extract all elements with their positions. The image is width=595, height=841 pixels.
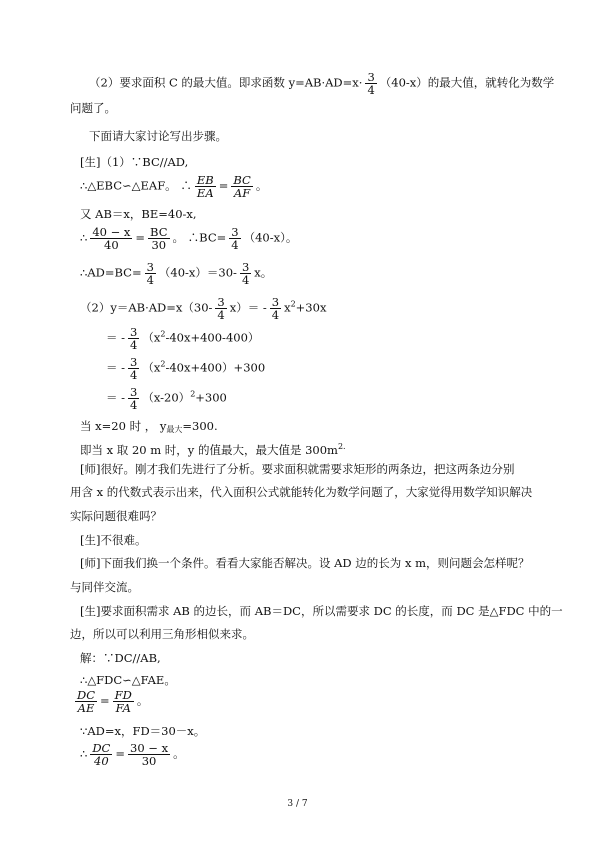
numerator: 3	[146, 260, 154, 274]
text: ∴	[80, 230, 88, 245]
numerator: DC	[77, 688, 96, 702]
fraction	[128, 742, 170, 767]
numerator: 40 − x	[92, 225, 131, 239]
para-line: [师]很好。刚才我们先进行了分析。要求面积就需要求矩形的两条边，把这两条边分别	[80, 462, 515, 476]
para-line: 与同伴交流。	[70, 580, 139, 594]
denominator: 30	[151, 238, 167, 252]
denominator: 4	[130, 368, 138, 382]
para-line: 边，所以可以利用三角形相似来求。	[70, 627, 254, 641]
text: 。 ∴BC=	[172, 230, 227, 245]
subscript: 最大	[166, 425, 183, 434]
equation-line	[72, 689, 148, 714]
text: ∴△EBC∽△EAF。 ∴	[80, 178, 192, 193]
text: ∴AD=BC=	[80, 265, 142, 280]
denominator: 40	[94, 754, 109, 768]
equation-line	[106, 386, 227, 411]
numerator: 3	[130, 355, 138, 369]
text: （x	[142, 360, 161, 375]
denominator: 4	[231, 238, 239, 252]
numerator: DC	[92, 741, 111, 755]
fraction	[128, 356, 139, 381]
denominator: 30	[141, 754, 157, 768]
text: -40x+400-400）	[165, 330, 260, 345]
text: x）＝ -	[229, 300, 267, 315]
equals: =	[115, 746, 125, 761]
numerator: 30 − x	[130, 741, 169, 755]
text: +30x	[295, 300, 327, 315]
equals: =	[100, 693, 110, 708]
para-line: ∴△FDC∽△FAE。	[80, 673, 176, 687]
numerator: 3	[130, 385, 138, 399]
para-line: 又 AB＝x，BE=40-x,	[80, 207, 197, 221]
text: （x	[142, 330, 161, 345]
numerator: FD	[114, 688, 132, 702]
denominator: 4	[241, 273, 250, 287]
equals: =	[218, 178, 229, 193]
para-line: [生]要求面积需求 AB 的边长，而 AB＝DC，所以需要求 DC 的长度，而 DC 是△FDC 中的一	[80, 604, 563, 618]
text: （2）要求面积 C 的最大值。即求函数 y=AB·AD=x·	[89, 75, 363, 90]
fraction	[145, 261, 156, 286]
numerator: 3	[271, 295, 280, 309]
exponent: 2.	[337, 442, 346, 451]
para-line: 实际问题很难吗？	[70, 509, 162, 523]
numerator: BC	[233, 173, 251, 187]
fraction	[270, 296, 281, 321]
equation-line	[80, 742, 185, 767]
equation-line	[106, 356, 265, 381]
fraction-dc-ae	[75, 689, 97, 714]
text: x。	[254, 265, 273, 280]
denominator: FA	[115, 701, 131, 715]
equation-line	[106, 326, 259, 351]
text: 即当 x 取 20 m 时，y 的值最大，最大值是 300m	[80, 443, 338, 457]
equals: =	[135, 230, 146, 245]
para-line: 问题了。	[70, 101, 116, 115]
exponent: 2	[190, 389, 196, 399]
fraction	[215, 296, 226, 321]
text: ＝ -	[106, 390, 126, 405]
similar-triangles-line	[80, 174, 267, 199]
fraction	[229, 226, 240, 251]
text: +300	[195, 390, 227, 405]
numerator: EB	[196, 173, 214, 187]
para-line: [生]（1）∵BC//AD,	[80, 155, 189, 169]
text: ∴	[80, 746, 88, 761]
text: （40-x）的最大值，就转化为数学	[379, 75, 555, 90]
text: （x-20）	[142, 390, 191, 405]
denominator: 4	[367, 83, 375, 97]
text: -40x+400）+300	[165, 360, 266, 375]
denominator: 4	[217, 308, 225, 322]
fraction	[90, 226, 132, 251]
result-line	[80, 419, 218, 437]
text: 当 x=20 时 ， y	[80, 419, 167, 433]
para-line: [生]不很难。	[80, 533, 147, 547]
para-line: ∵AD=x，FD＝30－x。	[80, 724, 206, 738]
numerator: BC	[150, 225, 168, 239]
numerator: 3	[130, 325, 138, 339]
denominator: 4	[130, 398, 138, 412]
fraction-eb-ea	[195, 174, 216, 199]
text: x	[284, 300, 291, 315]
result-line	[80, 440, 346, 457]
denominator: AE	[77, 701, 95, 715]
fraction-3-4	[365, 71, 376, 96]
text: ＝ -	[106, 330, 126, 345]
equation-line	[80, 296, 326, 321]
para-line: [师]下面我们换一个条件。看看大家能否解决。设 AD 边的长为 x m，则问题会怎样呢？	[80, 556, 530, 570]
denominator: EA	[196, 186, 214, 200]
fraction-dc-40	[90, 742, 112, 767]
equation-line	[80, 261, 272, 286]
text: 。	[255, 178, 268, 193]
para-line: 下面请大家讨论写出步骤。	[89, 129, 227, 143]
text: 。	[136, 693, 149, 708]
numerator: 3	[231, 225, 239, 239]
denominator: 4	[146, 273, 154, 287]
fraction	[128, 326, 139, 351]
denominator: 4	[271, 308, 280, 322]
numerator: 3	[241, 260, 250, 274]
para-area-max	[89, 71, 554, 96]
fraction	[148, 226, 169, 251]
text: ＝ -	[106, 360, 126, 375]
fraction	[240, 261, 251, 286]
fraction-fd-fa	[113, 689, 134, 714]
para-line: 用含 x 的代数式表示出来，代入面积公式就能转化为数学问题了，大家觉得用数学知识解决	[70, 485, 533, 499]
equation-line	[80, 226, 297, 251]
numerator: 3	[367, 70, 375, 84]
text: （40-x）。	[243, 230, 298, 245]
exponent: 2	[160, 359, 166, 369]
text: =300.	[182, 419, 218, 433]
fraction-bc-af	[231, 174, 252, 199]
denominator: AF	[233, 186, 251, 200]
para-line: 解：∵DC//AB,	[80, 651, 161, 665]
text: （2）y＝AB·AD=x（30-	[80, 300, 213, 315]
denominator: 40	[104, 238, 119, 252]
text: 。	[173, 746, 185, 761]
fraction	[128, 386, 139, 411]
text: （40-x）＝30-	[158, 265, 237, 280]
page-number: 3 / 7	[287, 799, 308, 809]
exponent: 2	[290, 299, 296, 309]
exponent: 2	[160, 329, 166, 339]
numerator: 3	[217, 295, 225, 309]
denominator: 4	[130, 338, 138, 352]
